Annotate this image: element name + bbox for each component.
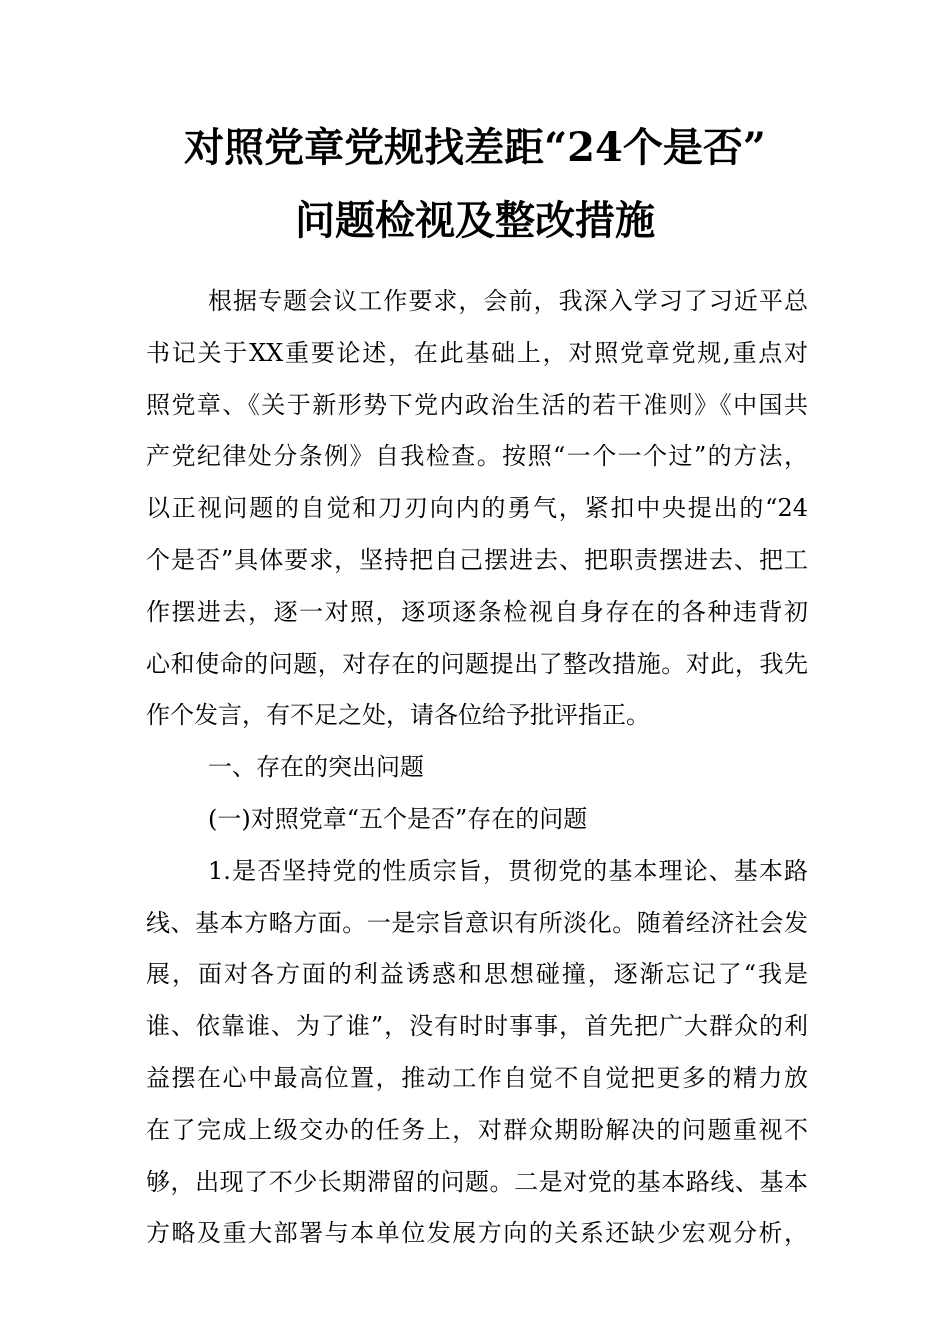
document-title-line-2: 问题检视及整改措施 [295, 197, 655, 244]
body-line: 产党纪律处分条例》自我检查。按照“一个一个过”的方法， [146, 442, 808, 471]
body-line: 作个发言，有不足之处，请各位给予批评指正。 [146, 701, 650, 730]
body-line: 以正视问题的自觉和刀刃向内的勇气，紧扣中央提出的“24 [146, 494, 808, 523]
body-line: 够，出现了不少长期滞留的问题。二是对党的基本路线、基本 [146, 1167, 808, 1196]
body-line: 1.是否坚持党的性质宗旨，贯彻党的基本理论、基本路 [208, 856, 808, 885]
subsection-heading: (一)对照党章“五个是否”存在的问题 [208, 804, 588, 833]
body-line: 线、基本方略方面。一是宗旨意识有所淡化。随着经济社会发 [146, 908, 808, 937]
body-line: 心和使命的问题，对存在的问题提出了整改措施。对此，我先 [146, 649, 808, 678]
body-line: 书记关于XX重要论述，在此基础上，对照党章党规,重点对 [146, 338, 808, 367]
document-body [146, 276, 808, 1260]
document-title-line-1: 对照党章党规找差距“24个是否” [184, 124, 766, 171]
body-line: 益摆在心中最高位置，推动工作自觉不自觉把更多的精力放 [146, 1063, 808, 1092]
body-line: 谁、依靠谁、为了谁”，没有时时事事，首先把广大群众的利 [146, 1012, 808, 1041]
body-line: 根据专题会议工作要求，会前，我深入学习了习近平总 [208, 287, 808, 315]
body-line: 个是否”具体要求，坚持把自己摆进去、把职责摆进去、把工 [146, 545, 808, 574]
body-line: 方略及重大部署与本单位发展方向的关系还缺少宏观分析， [146, 1219, 808, 1248]
body-line: 作摆进去，逐一对照，逐项逐条检视自身存在的各种违背初 [146, 597, 808, 626]
body-line: 展，面对各方面的利益诱惑和思想碰撞，逐渐忘记了“我是 [146, 960, 808, 989]
body-line: 照党章、《关于新形势下党内政治生活的若干准则》《中国共 [146, 390, 808, 419]
section-heading: 一、存在的突出问题 [208, 753, 424, 782]
body-line: 在了完成上级交办的任务上，对群众期盼解决的问题重视不 [146, 1115, 808, 1144]
